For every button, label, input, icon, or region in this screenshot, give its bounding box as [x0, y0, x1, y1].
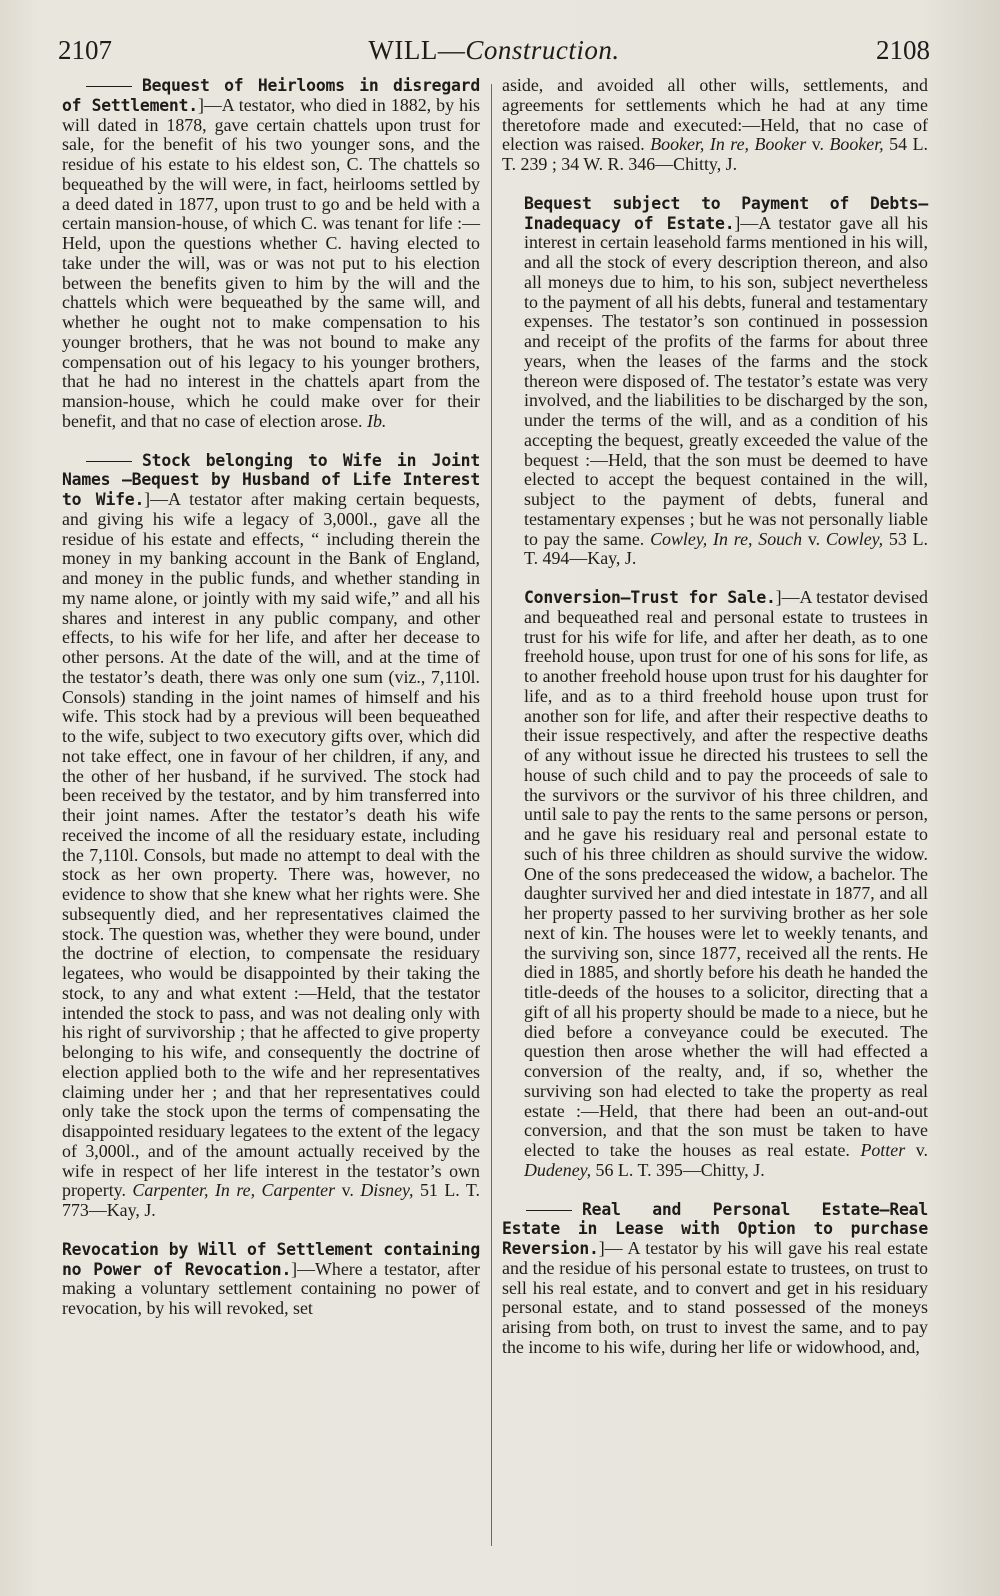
citation-versus: v. — [905, 1140, 928, 1160]
citation-party: Dudeney, — [524, 1159, 592, 1180]
citation-party: Disney, — [360, 1180, 414, 1201]
citation-case: Booker, In re, Booker — [650, 134, 807, 155]
column-divider — [491, 84, 492, 1546]
entry-body: ]—A testator, who died in 1882, by his will dated in 1878, gave certain chattels upon trust for sale, for the benefit of his two younger sons, and the residue of his estate to his eldest son, C. The chattels so bequeathed by the will were, in fact, heirlooms settled by a deed dated in 1877, upon trust to go and be held with a certain mansion-house, of which C. was tenant for life :—Held, upon the questions whether C. having elected to take under the will, was or was not put to his election between the benefits given to him by the will and the chattels which were bequeathed by the same will, and whether he ought not to make compensation to his younger brothers, that he was not bound to make any compensation out of his legacy to his younger brothers, that he had no interest in the chattels apart from the mansion-house, which he could make over for their benefit, and that no case of election arose. — [62, 94, 480, 431]
citation-report: 53 L. T. 494—Kay, J. — [524, 528, 928, 569]
citation: Ib. — [367, 410, 387, 431]
entry-heading: Revocation by Will of Settlement containing no Power of Revocation. — [62, 1239, 480, 1279]
entry-real-and-personal-estate — [502, 1200, 928, 1358]
right-column — [502, 76, 928, 1358]
citation-case: Potter — [860, 1140, 906, 1160]
citation-case: Carpenter, In re, Carpenter — [132, 1180, 336, 1201]
entry-payment-of-debts — [502, 194, 928, 569]
entry-body: ]—A testator devised and bequeathed real and personal estate to trustees in trust for his wife for life, and after her death, as to one freehold house, upon trust for one of his sons for life, as to another freehold house upon trust for his daughter for life, and as to a third freehold house upon trust for another son for life, and after their respective deaths to their issue respectively, and after the respective deaths of any without issue he directed his trustees to sell the house of such child and to pay the proceeds of sale to the survivors or the survivor of his three children, and until sale to pay the rents to the same persons or person, and he gave his residuary real and personal estate to such of his three children as should survive the widow. One of the sons predeceased the widow, a bachelor. The daughter survived her and died intestate in 1877, and all her property passed to her surviving brother as her sole next of kin. The houses were let to weekly tenants, and the surviving son, since 1877, received all the rents. He died in 1885, and shortly before his death he handed the title-deeds of the houses to a solicitor, directing that a gift of all his property should be made to a niece, but he died before a conveyance could be executed. The question then arose whether the will had effected a conversion of the realty, and, if so, whether the surviving son had elected to take the property as real estate :—Held, that there had been an out-and-out conversion, and that the son must be taken to have elected to take the houses as real estate. — [524, 587, 928, 1160]
left-column — [62, 76, 480, 1319]
right-page-number: 2108 — [876, 35, 930, 65]
left-page-number: 2107 — [58, 35, 112, 65]
citation-case: Cowley, In re, Souch — [650, 528, 803, 549]
citation-report: 54 L. T. 239 ; 34 W. R. 346—Chitty, J. — [502, 134, 928, 174]
entry-heirlooms — [62, 76, 480, 432]
entry-heading: Conversion—Trust for Sale. — [524, 588, 776, 607]
entry-revocation-continued — [502, 76, 928, 175]
entry-heading: Stock belonging to Wife in Joint Names —Bequest by Husband of Life Interest to Wife. — [62, 450, 480, 509]
dash-rule — [86, 86, 132, 87]
running-title — [58, 30, 930, 70]
dash-rule — [86, 461, 132, 462]
entry-revocation — [62, 1240, 480, 1319]
entry-heading: Bequest of Heirlooms in disregard of Settlement. — [62, 76, 480, 115]
entry-body: ]— A testator by his will gave his real estate and the residue of his personal estate to trustees, on trust to sell his real estate, and to convert and get in his residuary personal estate, and to stand possessed of the moneys arising from both, on trust to invest the same, and to pay the income to his wife, during her life or widowhood, and, — [502, 1238, 928, 1357]
dash-rule — [526, 1210, 572, 1211]
citation-versus: v. — [335, 1180, 361, 1201]
title-italic: Construction. — [465, 35, 620, 65]
citation-versus: v. — [806, 134, 830, 155]
citation-party: Cowley, — [825, 528, 884, 549]
title-main: WILL— — [368, 35, 466, 65]
citation-report: 51 L. T. 773—Kay, J. — [62, 1180, 480, 1220]
citation-party: Booker, — [829, 134, 884, 155]
entry-heading: Real and Personal Estate—Real Estate in Lease with Option to purchase Reversion. — [502, 1199, 928, 1258]
entry-conversion — [502, 588, 928, 1181]
entry-heading: Bequest subject to Payment of Debts—Inadequacy of Estate. — [524, 193, 928, 233]
entry-stock-joint-names — [62, 451, 480, 1221]
citation-versus: v. — [802, 528, 826, 549]
entry-body: ]—Where a testator, after making a voluntary settlement containing no power of revocation, by his will revoked, set — [62, 1258, 480, 1318]
citation-report: 56 L. T. 395—Chitty, J. — [591, 1159, 765, 1180]
running-header — [58, 30, 930, 70]
entry-body: ]—A testator gave all his interest in certain leasehold farms mentioned in his will, and all the stock of every description thereon, and also all moneys due to him, to his son, subject nevertheless to the payment of all his debts, funeral and testamentary expenses. The testator’s son continued in possession and receipt of the profits of the farms for about three years, when the leases of the farms and the stock thereon were disposed of. The testator’s estate was very involved, and the liabilities to be discharged by the son, under the terms of the will, and as a condition of his accepting the bequest, greatly exceeded the value of the bequest :—Held, that the son must be deemed to have elected to accept the bequest contained in the will, subject to the payment of debts, funeral and testamentary expenses ; but he was not personally liable to pay the same. — [524, 212, 928, 549]
entry-body: aside, and avoided all other wills, settlements, and agreements for settlements which he had at any time theretofore made and executed:—Held, that no case of election was raised. — [502, 75, 928, 155]
entry-body: ]—A testator after making certain bequests, and giving his wife a legacy of 3,000l., gave all the residue of his estate and effects, “ including therein the money in my banking account in the Bank of England, and money in the public funds, and whether standing in my name alone, or jointly with my said wife,” and all his shares and interest in any public company, and other effects, to his wife for her life, and after her decease to other persons. At the date of the will, and at the time of the testator’s death, there was only one sum (viz., 7,110l. Consols) standing in the joint names of himself and his wife. This stock had by a previous will been bequeathed to the wife, subject to two executory gifts over, which did not take effect, one in favour of her children, if any, and the other of her husband, if he survived. The stock had been received by the testator, and by him transferred into their joint names. After the testator’s death his wife received the income of all the residuary estate, including the 7,110l. Consols, but made no attempt to deal with the stock as her own property. There was, however, no evidence to show that she knew what her rights were. She subsequently died, and her representatives claimed the stock. The question was, whether they were bound, under the doctrine of election, to compensate the residuary legatees, who would be disappointed by their taking the stock, to any and what extent :—Held, that the testator intended the stock to pass, and was not dealing only with his right of survivorship ; that he affected to give property belonging to his wife, and consequently the doctrine of election applied both to the wife and her representatives claiming under her ; and that her representatives could only take the stock upon the terms of compensating the disappointed residuary legatees to the extent of the legacy of 3,000l., and of the amount actually received by the wife in respect of her life interest in the testator’s own property. — [62, 489, 480, 1201]
